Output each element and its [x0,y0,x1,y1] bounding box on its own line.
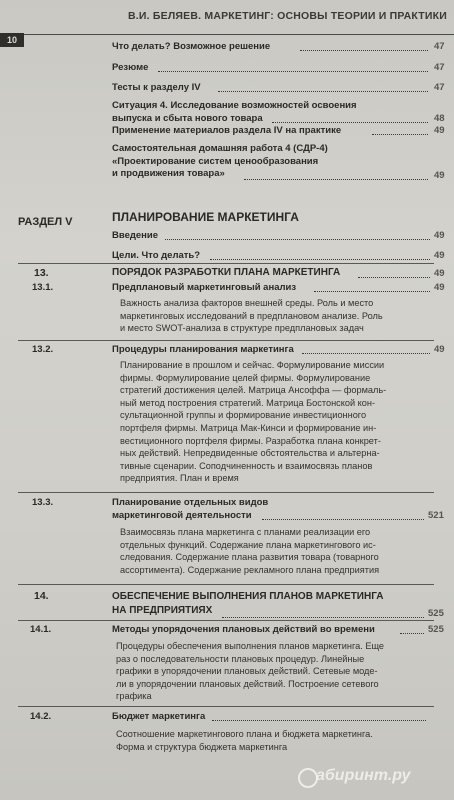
watermark-text: абиринт.ру [316,767,411,784]
toc-page: 525 [428,624,444,635]
chapter-rule [18,263,434,264]
leader-dots [158,71,428,72]
section-title: ПЛАНИРОВАНИЕ МАРКЕТИНГА [112,210,299,224]
toc-page: 49 [434,268,445,279]
subsection-number: 14.1. [30,624,52,635]
toc-page: 47 [434,62,445,73]
watermark-logo-icon [298,768,318,788]
toc-entry-tests: Тесты к разделу IV [112,82,201,93]
section-rule [18,620,434,621]
toc-page: 49 [434,230,445,241]
subsection-number: 13.3. [32,497,54,508]
leader-dots [400,633,424,634]
subsection-description: Соотношение маркетингового плана и бюджета маркетинга. Форма и структура бюджета маркетинга [116,729,373,752]
subsection-description: Важность анализа факторов внешней среды. Роль и место маркетинговых исследований в предплановом анализе. Роль и место SWOT-анализа в структуре предплановых задач [120,298,383,334]
toc-page: 48 [434,113,445,124]
chapter-rule [18,584,434,585]
toc-page: 47 [434,41,445,52]
leader-dots [300,50,428,51]
subsection-description: Процедуры обеспечения выполнения планов маркетинга. Еще раз о последовательности плановых процедур. Линейные графики в упорядочении плановых действий. Сетевые моде- ли в упорядочении плановых действий. Построение сетевого графика [116,641,385,702]
toc-entry-introduction: Введение [112,230,159,241]
leader-dots [372,134,428,135]
subsection-number: 13.2. [32,344,54,355]
chapter-number: 13. [34,267,49,279]
section-rule [18,492,434,493]
toc-page: 525 [428,608,444,619]
page-number: 10 [0,33,24,47]
subsection-title: Предплановый маркетинговый анализ [112,282,297,293]
subsection-title: Методы упорядочения плановых действий во времени [112,624,375,635]
leader-dots [222,617,424,618]
leader-dots [314,291,430,292]
subsection-title: Процедуры планирования маркетинга [112,344,294,355]
subsection-description: Взаимосвязь плана маркетинга с планами реализации его отдельных функций. Содержание плана маркетингового ис- следования. Содержание плана развития товара (товарного ассортимента). Содержание рекламного плана предприятия [120,527,380,575]
chapter-title: ПОРЯДОК РАЗРАБОТКИ ПЛАНА МАРКЕТИНГА [112,267,341,278]
toc-entry-what-to-do: Что делать? Возможное решение [112,41,271,52]
leader-dots [218,91,428,92]
leader-dots [358,277,430,278]
leader-dots [272,122,428,123]
toc-page: 49 [434,125,445,136]
toc-entry-application: Применение материалов раздела IV на практике [112,125,342,136]
leader-dots [212,720,426,721]
toc-entry-goals: Цели. Что делать? [112,250,201,261]
toc-page: 49 [434,282,445,293]
toc-entry-summary: Резюме [112,62,149,73]
section-rule [18,340,434,341]
subsection-number: 13.1. [32,282,54,293]
toc-page: 49 [434,250,445,261]
toc-page: 521 [428,510,444,521]
leader-dots [165,239,430,240]
section-label: РАЗДЕЛ V [18,216,73,228]
toc-page: 47 [434,82,445,93]
toc-entry-situation-4: Ситуация 4. Исследование возможностей освоения выпуска и сбыта нового товара [112,100,357,124]
subsection-title: Бюджет маркетинга [112,711,206,722]
section-rule [18,706,434,707]
toc-page: 49 [434,170,445,181]
subsection-title: Планирование отдельных видов маркетинговой деятельности [112,497,269,521]
running-head: В.И. БЕЛЯЕВ. МАРКЕТИНГ: ОСНОВЫ ТЕОРИИ И ПРАКТИКИ [128,10,448,22]
chapter-title: ОБЕСПЕЧЕНИЕ ВЫПОЛНЕНИЯ ПЛАНОВ МАРКЕТИНГА НА ПРЕДПРИЯТИЯХ [112,591,384,616]
leader-dots [302,353,430,354]
toc-page: 49 [434,344,445,355]
chapter-number: 14. [34,590,49,602]
leader-dots [262,519,424,520]
subsection-number: 14.2. [30,711,52,722]
leader-dots [244,179,428,180]
leader-dots [210,259,430,260]
toc-entry-homework-4: Самостоятельная домашняя работа 4 (СДР-4) «Проектирование систем ценообразования и продвижения товара» [112,143,328,179]
page-header [0,0,454,35]
subsection-description: Планирование в прошлом и сейчас. Формулирование миссии фирмы. Формулирование целей фирмы. Формулирование стратегий достижения целей. Матрица Ансоффа — формаль- ный метод построения стратегий. Матрица Бостонской кон- сультационной группы и формирование инвестиционного портфеля фирмы. Матрица Мак-Кинси и формирование ин- вестиционного портфеля фирмы. Разработка плана конкрет- ных действий. Непредвиденные обстоятельства и альтерна- тивные сценарии. Соподчиненность и взаимосвязь планов предприятия. План и время [120,360,387,484]
